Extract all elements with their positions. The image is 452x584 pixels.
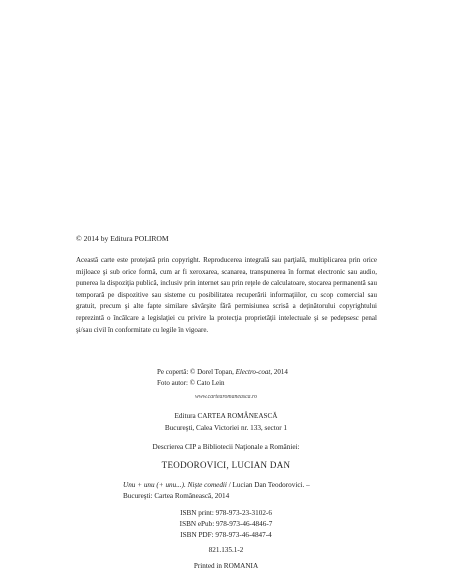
catalog-author: TEODOROVICI, LUCIAN DAN (161, 460, 291, 470)
cover-artwork-title: Electro-coat (235, 368, 271, 376)
isbn-print: ISBN print: 978-973-23-3102-6 (180, 509, 272, 517)
publisher-website: www.cartearomaneasca.ro (195, 394, 257, 400)
legal-notice: Această carte este protejată prin copyright. Reproducerea integrală sau parţială, multiplicarea prin orice mijloace şi sub orice formă, cum ar fi xeroxarea, scanarea, transpunerea în format electronic sau audio, punerea la dispoziţia publică, inclusiv prin internet sau prin reţele de calculatoare, stocarea permanentă sau temporară pe dispozitive sau sisteme cu posibilitatea recuperării informaţiilor, cu scop comercial sau gratuit, precum şi alte fapte similare săvârşite fără permisiunea scrisă a deţinătorului copyrightului reprezintă o încălcare a legislaţiei cu privire la protecţia proprietăţii intelectuale şi se pedepsesc penal şi/sau civil în conformitate cu legile în vigoare. (76, 256, 377, 334)
cover-credit (157, 367, 288, 378)
catalog-title: Unu + unu (+ unu...). Niște comedii (123, 481, 227, 489)
image-credits (157, 367, 288, 389)
publisher-address: Bucureşti, Calea Victoriei nr. 133, sector 1 (164, 423, 288, 432)
cip-heading: Descrierea CIP a Bibliotecii Naţionale a României: (152, 443, 300, 451)
publisher-name: Editura CARTEA ROMÂNEASCĂ (174, 412, 278, 420)
copyright-line: © 2014 by Editura POLIROM (76, 234, 169, 243)
cover-credit-prefix: Pe copertă: © Dorel Topan, (157, 368, 236, 376)
cover-credit-year: , 2014 (270, 368, 288, 376)
catalog-details: / Lucian Dan Teodorovici. – Bucureşti: Cartea Românească, 2014 (123, 481, 310, 500)
publisher-block (0, 411, 452, 434)
isbn-list (0, 508, 452, 542)
isbn-pdf: ISBN PDF: 978-973-46-4847-4 (180, 531, 272, 540)
photo-credit: Foto autor: © Cato Lein (157, 379, 225, 387)
isbn-epub: ISBN ePub: 978-973-46-4846-7 (179, 520, 273, 529)
udc-classification: 821.135.1-2 (208, 546, 244, 554)
catalog-entry (123, 480, 341, 502)
printed-in: Printed in ROMANIA (193, 562, 259, 570)
